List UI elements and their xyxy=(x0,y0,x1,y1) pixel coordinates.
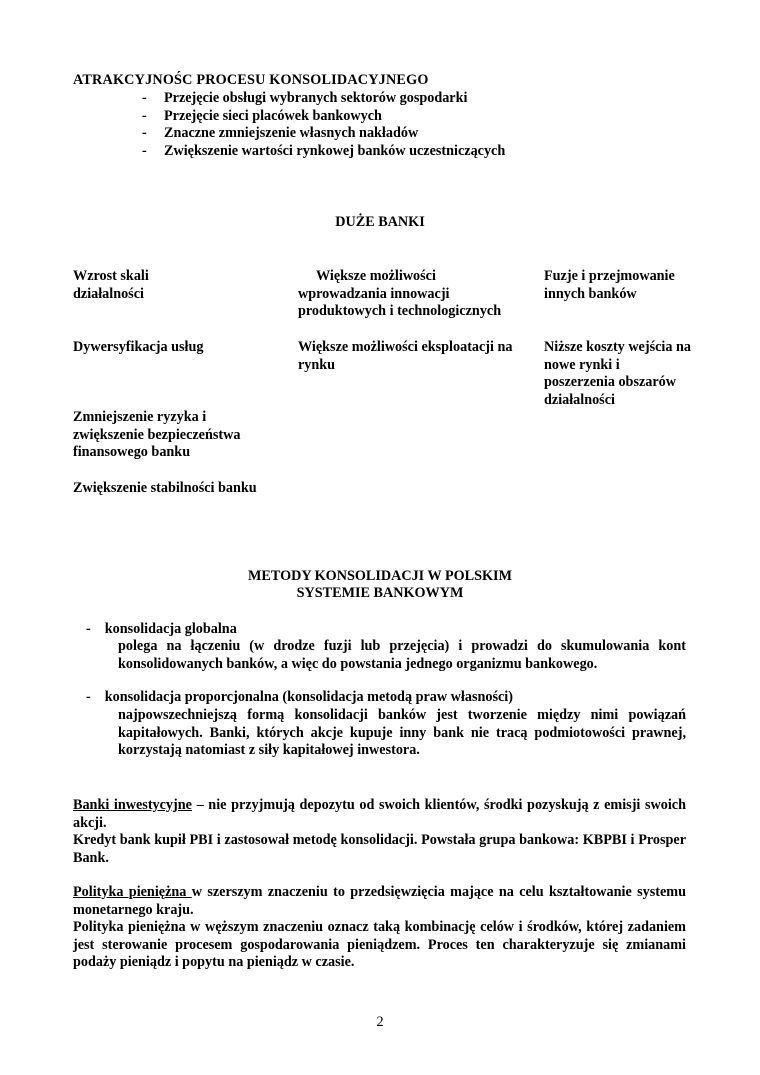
section-heading-methods-line1: METODY KONSOLIDACJI W POLSKIM xyxy=(248,568,512,584)
investment-banks-definition: – nie przyjmują depozytu od swoich klientów, środki pozyskują z emisji swoich akcji. xyxy=(73,797,686,831)
dash-marker: - xyxy=(142,90,147,106)
method-proportional-description: najpowszechniejszą formą konsolidacji banków jest tworzenie między nimi powiązań kapitałowych. Banki, których akcje kupuje inny bank nie tracą podmiotowości prawnej, korzystają natomiast z siły kapitałowej inwestora. xyxy=(118,707,686,758)
benefit-stability: Zwiększenie stabilności banku xyxy=(73,480,257,496)
monetary-policy-definition: w szerszym znaczeniu to przedsięwzięcia mające na celu kształtowanie systemu monetarnego kraju. xyxy=(73,884,686,918)
method-global-description: polega na łączeniu (w drodze fuzji lub przejęcia) i prowadzi do skumulowania kont konsolidowanych banków, a więc do powstania jednego organizmu bankowego. xyxy=(118,638,686,672)
section-heading-methods-line2: SYSTEMIE BANKOWYM xyxy=(296,585,464,601)
benefit-innovation xyxy=(298,268,523,321)
benefit-scale-growth: Wzrost skali działalności xyxy=(73,268,149,302)
dash-marker: - xyxy=(142,142,147,159)
benefit-innovation-text: Większe możliwości wprowadzania innowacji produktowych i technologicznych xyxy=(298,268,502,319)
monetary-policy-term: Polityka pieniężna xyxy=(73,884,192,900)
monetary-policy-narrow: Polityka pieniężna w węższym znaczeniu oznacz taką kombinację celów i środków, której zadaniem jest sterowanie procesem gospodarowania pieniądzem. Proces ten charakteryzuje się zmianami podaży pieniądz i popytu na pieniądz w czasie. xyxy=(73,919,686,970)
investment-banks-term: Banki inwestycyjne xyxy=(73,797,192,813)
benefit-mergers: Fuzje i przejmowanie innych banków xyxy=(544,268,675,302)
benefit-market-exploitation: Większe możliwości eksploatacji na rynku xyxy=(298,339,513,373)
method-proportional xyxy=(86,689,513,707)
dash-marker: - xyxy=(86,621,91,637)
benefit-diversification: Dywersyfikacja usług xyxy=(73,339,204,355)
list-item-text: Znaczne zmniejszenie własnych nakładów xyxy=(164,125,419,141)
method-term: konsolidacja proporcjonalna (konsolidacja metodą praw własności) xyxy=(104,689,513,705)
monetary-policy-paragraph xyxy=(73,884,686,919)
dash-marker: - xyxy=(142,107,147,124)
list-item-text: Zwiększenie wartości rynkowej banków uczestniczących xyxy=(164,142,506,159)
list-item xyxy=(142,143,505,161)
page-number: 2 xyxy=(376,1014,384,1030)
section-heading-big-banks: DUŻE BANKI xyxy=(335,214,425,230)
dash-marker: - xyxy=(86,689,91,705)
attractiveness-list xyxy=(142,90,505,160)
list-item xyxy=(142,108,505,126)
method-global xyxy=(86,621,237,639)
benefit-lower-entry-costs: Niższe koszty wejścia na nowe rynki i poszerzenia obszarów działalności xyxy=(544,339,691,408)
investment-banks-paragraph xyxy=(73,797,686,832)
investment-banks-example: Kredyt bank kupił PBI i zastosował metodę konsolidacji. Powstała grupa bankowa: KBPBI i Prosper Bank. xyxy=(73,832,686,866)
list-item xyxy=(142,90,505,108)
section-heading-attractiveness: ATRAKCYJNOŚC PROCESU KONSOLIDACYJNEGO xyxy=(73,72,429,88)
list-item xyxy=(142,125,505,143)
benefit-risk-reduction: Zmniejszenie ryzyka i zwiększenie bezpieczeństwa finansowego banku xyxy=(73,409,241,460)
method-term: konsolidacja globalna xyxy=(104,621,237,637)
list-item-text: Przejęcie sieci placówek bankowych xyxy=(164,107,382,124)
dash-marker: - xyxy=(142,125,147,141)
list-item-text: Przejęcie obsługi wybranych sektorów gospodarki xyxy=(164,90,468,106)
